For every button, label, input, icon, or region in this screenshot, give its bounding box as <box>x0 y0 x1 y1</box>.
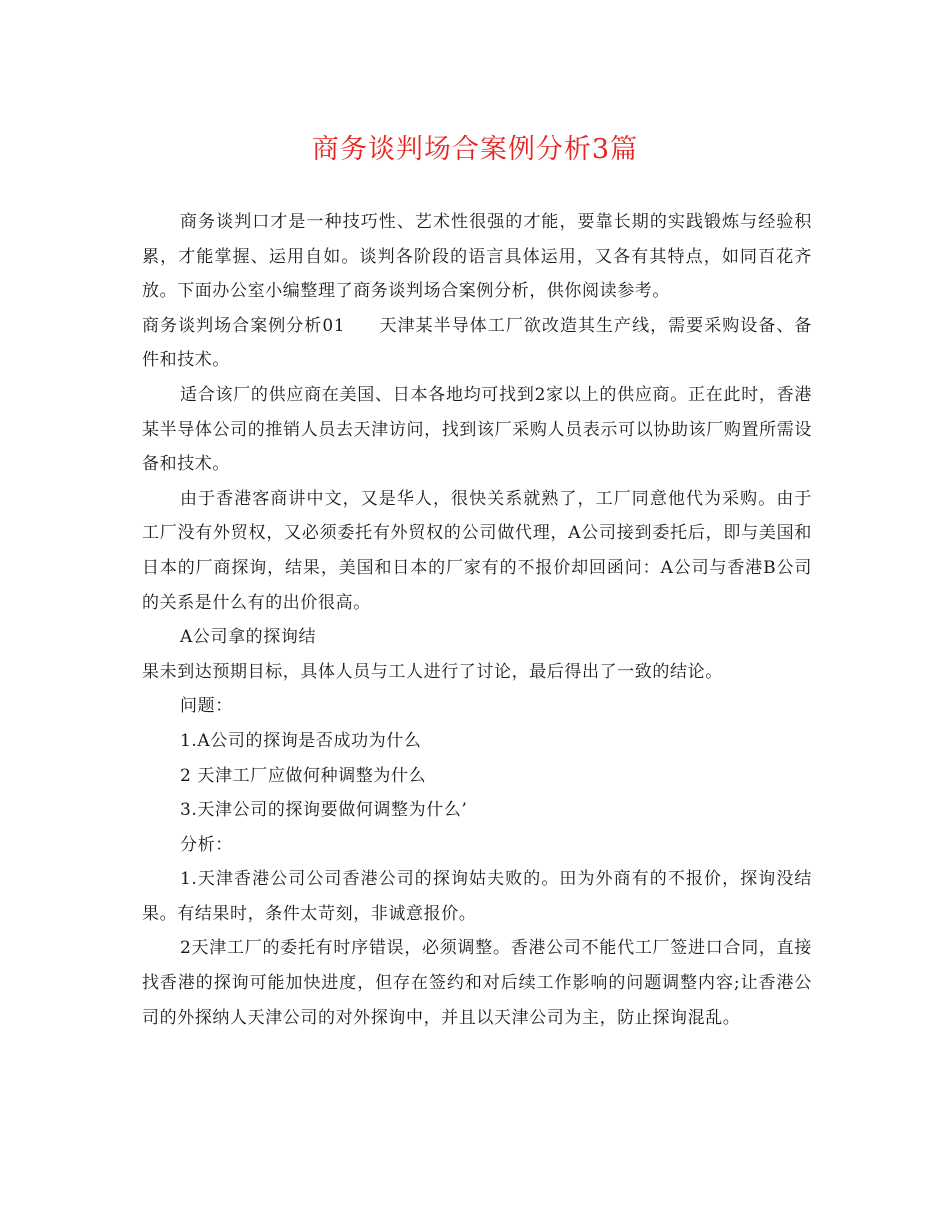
questions-label: 问题： <box>180 696 233 717</box>
question-item: 3.天津公司的探询要做何调整为什么’ <box>180 800 468 821</box>
case-first-text: 天津某半导体工厂欲改造其生产线，需要采购设备、备件和技术。 <box>142 315 812 371</box>
hk-paragraph: 由于香港客商讲中文，又是华人，很快关系就熟了，工厂同意他代为采购。由于工厂没有外贸权，又必须委托有外贸权的公司做代理，A公司接到委托后，即与美国和日本的厂商探询，结果，美国和日本的厂家有的不报价却回函问：A公司与香港B公司的关系是什么有的出价很高。 <box>142 488 812 613</box>
supplier-paragraph: 适合该厂的供应商在美国、日本各地均可找到2家以上的供应商。正在此时，香港某半导体公司的推销人员去天津访问，找到该厂采购人员表示可以协助该厂购置所需设备和技术。 <box>142 384 812 475</box>
a-result-continued-paragraph: 果未到达预期目标，具体人员与工人进行了讨论，最后得出了一致的结论。 <box>142 661 723 682</box>
case-heading: 商务谈判场合案例分析01 <box>142 315 346 336</box>
analysis-paragraph-1: 1.天津香港公司公司香港公司的探询姑夫败的。田为外商有的不报价，探询没结果。有结果时，条件太苛刻，非诚意报价。 <box>142 869 812 924</box>
case-paragraph <box>142 309 812 378</box>
document-body <box>142 205 812 1035</box>
question-item: 1.A公司的探询是否成功为什么 <box>180 730 422 751</box>
document-title: 商务谈判场合案例分析3篇 <box>311 134 639 165</box>
question-item: 2 天津工厂应做何种调整为什么 <box>180 765 427 786</box>
a-result-paragraph: A公司拿的探询结 <box>180 627 317 648</box>
analysis-paragraph-2: 2天津工厂的委托有时序错误，必须调整。香港公司不能代工厂签进口合同，直接找香港的探询可能加快进度，但存在签约和对后续工作影响的问题调整内容;让香港公司的外探纳人天津公司的对外探询中，并且以天津公司为主，防止探询混乱。 <box>142 938 812 1028</box>
intro-paragraph: 商务谈判口才是一种技巧性、艺术性很强的才能，要靠长期的实践锻炼与经验积累，才能掌握、运用自如。谈判各阶段的语言具体运用，又各有其特点，如同百花齐放。下面办公室小编整理了商务谈判场合案例分析，供你阅读参考。 <box>142 212 812 302</box>
analysis-label: 分析： <box>180 834 233 855</box>
